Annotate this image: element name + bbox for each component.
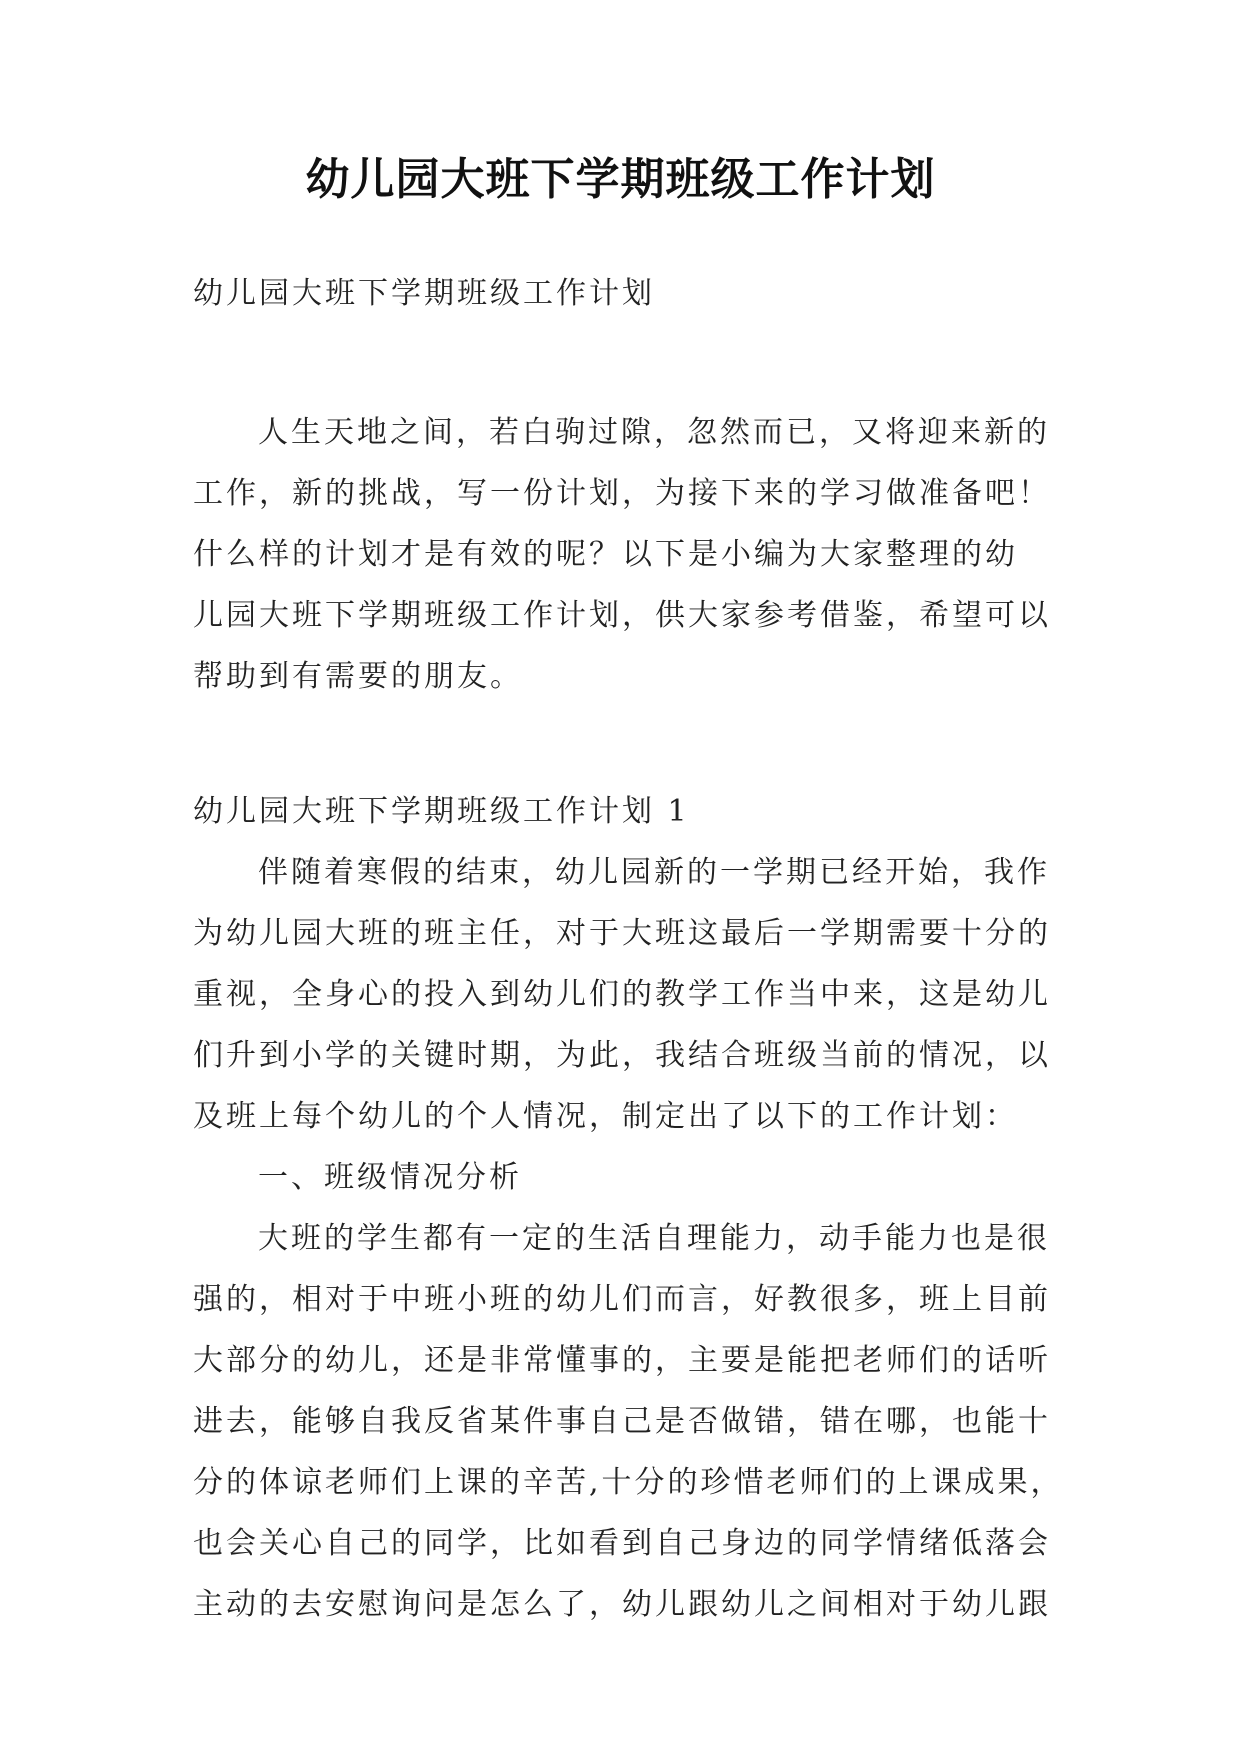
section-heading: 幼儿园大班下学期班级工作计划 1	[193, 794, 690, 829]
paragraph-1	[193, 842, 1053, 1147]
paragraph-line: 们升到小学的关键时期，为此，我结合班级当前的情况，以	[193, 1038, 1051, 1073]
document-subtitle: 幼儿园大班下学期班级工作计划	[193, 276, 655, 311]
intro-line: 人生天地之间，若白驹过隙，忽然而已，又将迎来新的	[258, 415, 1050, 450]
paragraph-line: 大部分的幼儿，还是非常懂事的，主要是能把老师们的话听	[193, 1343, 1051, 1378]
paragraph-line: 强的，相对于中班小班的幼儿们而言，好教很多，班上目前	[193, 1282, 1051, 1317]
spacer	[193, 707, 1053, 781]
document-body	[193, 263, 1064, 1635]
intro-line: 儿园大班下学期班级工作计划，供大家参考借鉴，希望可以	[193, 598, 1051, 633]
intro-line: 帮助到有需要的朋友。	[193, 659, 523, 694]
intro-line: 什么样的计划才是有效的呢？以下是小编为大家整理的幼	[193, 537, 1018, 572]
spacer	[193, 324, 1053, 402]
document-title: 幼儿园大班下学期班级工作计划	[305, 154, 936, 205]
intro-paragraph	[193, 402, 1053, 707]
intro-line: 工作，新的挑战，写一份计划，为接下来的学习做准备吧！	[193, 476, 1051, 511]
paragraph-line: 分的体谅老师们上课的辛苦,十分的珍惜老师们的上课成果，	[193, 1465, 1064, 1500]
paragraph-line: 伴随着寒假的结束，幼儿园新的一学期已经开始，我作	[258, 855, 1050, 890]
paragraph-line: 主动的去安慰询问是怎么了，幼儿跟幼儿之间相对于幼儿跟	[193, 1587, 1051, 1622]
paragraph-line: 进去，能够自我反省某件事自己是否做错，错在哪，也能十	[193, 1404, 1051, 1439]
paragraph-line: 大班的学生都有一定的生活自理能力，动手能力也是很	[258, 1221, 1050, 1256]
paragraph-line: 及班上每个幼儿的个人情况，制定出了以下的工作计划：	[193, 1099, 1018, 1134]
paragraph-2	[193, 1208, 1064, 1635]
paragraph-line: 为幼儿园大班的班主任，对于大班这最后一学期需要十分的	[193, 916, 1051, 951]
paragraph-line: 也会关心自己的同学，比如看到自己身边的同学情绪低落会	[193, 1526, 1051, 1561]
paragraph-line: 重视，全身心的投入到幼儿们的教学工作当中来，这是幼儿	[193, 977, 1051, 1012]
subheading: 一、班级情况分析	[258, 1160, 522, 1195]
